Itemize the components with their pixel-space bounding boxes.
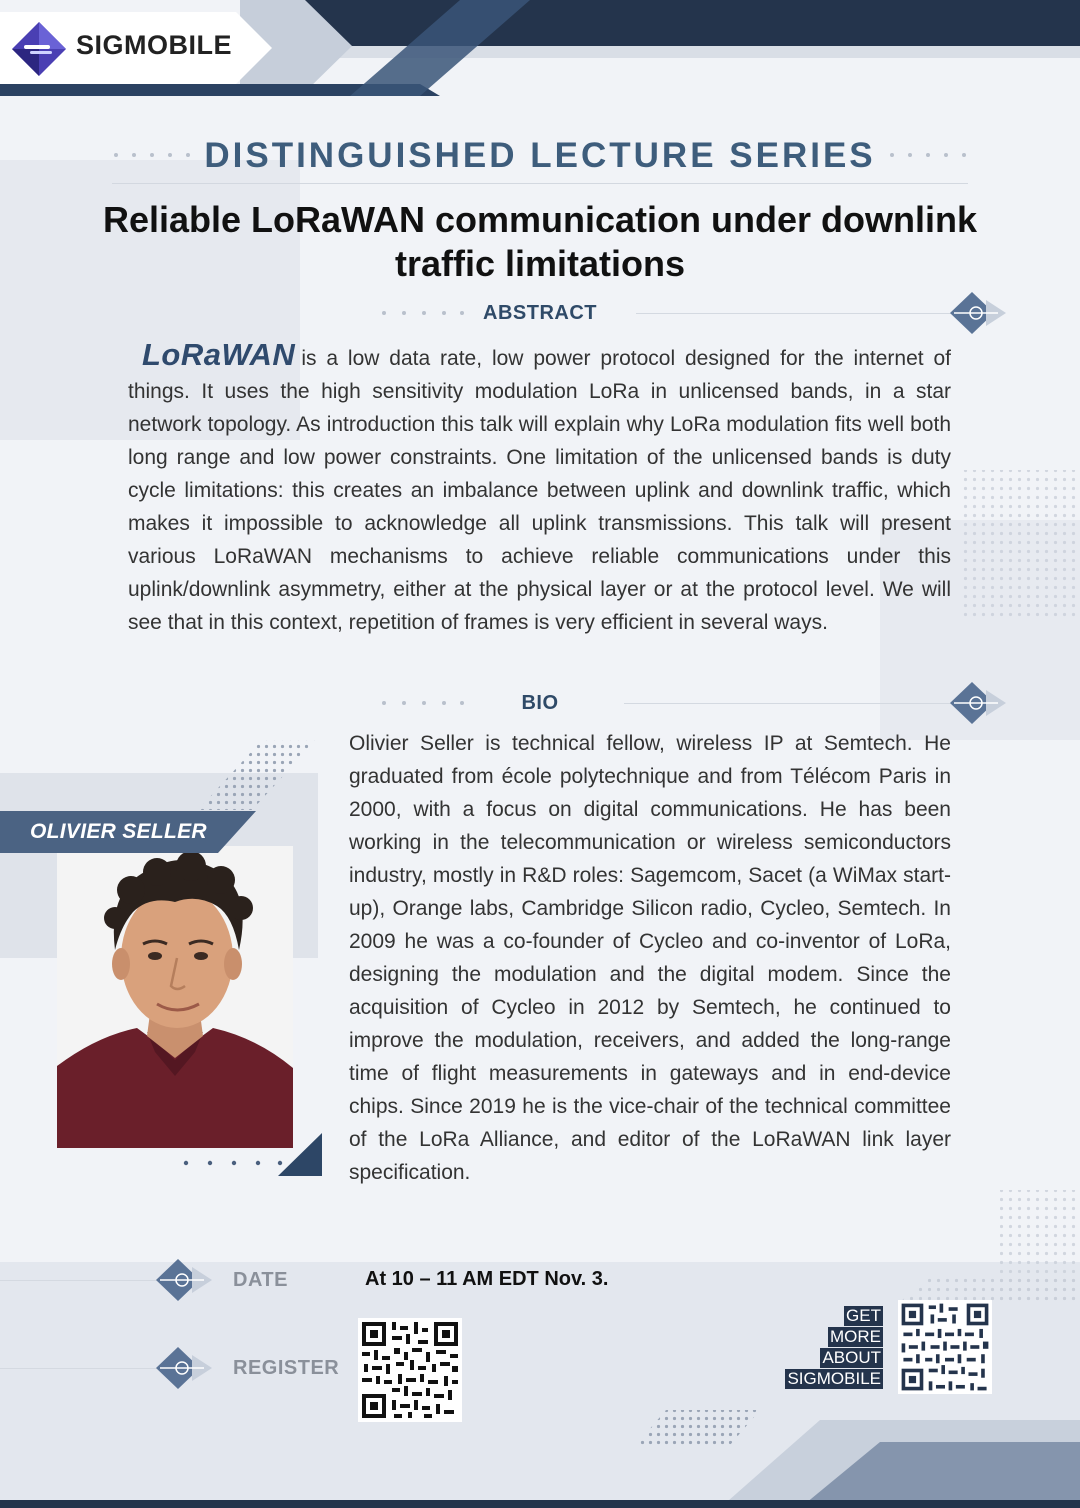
diamond-target-icon [944, 680, 1008, 726]
diamond-target-icon [146, 1345, 214, 1391]
divider-line [636, 313, 956, 314]
bio-text: Olivier Seller is technical fellow, wireless IP at Semtech. He graduated from école polytechnique and from Télécom Paris in 2000, with a focus on digital communications. He has been working in the telecommunication or wireless semiconductors industry, mostly in R&D roles: Sagemcom, Sacet (a WiMax start-up), Orange labs, Cambridge Silicon radio, Cycleo, Semtech. In 2009 he was a co-founder of Cycleo and co-inventor of LoRa, designing the modulation and the digital modem. Since the acquisition of Cycleo in 2012 by Semtech, he continued to improve the modulation, receivers, and added the long-range time of flight measurements in gateways and in end-device chips. Since 2019 he is the vice-chair of the technical committee of the LoRa Alliance, and editor of the LoRaWAN link layer specification. [349, 732, 951, 1184]
sigmobile-logo-icon [10, 20, 68, 78]
bio-label: BIO [521, 692, 559, 714]
abstract-label: ABSTRACT [483, 302, 597, 324]
register-qr-code[interactable] [358, 1318, 462, 1422]
promo-line: MORE [830, 1327, 881, 1346]
divider-line [112, 183, 968, 184]
dot-divider [112, 150, 192, 160]
date-label: DATE [233, 1269, 288, 1291]
abstract-body: is a low data rate, low power protocol designed for the internet of things. It uses the high sensitivity modulation LoRa in unlicensed bands, in a star network topology. As introduction this talk will explain why LoRa modulation fits well both long range and low power constraints. One limitation of the unlicensed bands is duty cycle limitations: this creates an imbalance between uplink and downlink traffic, which makes it impossible to acknowledge all uplink transmissions. This talk will present various LoRaWAN mechanisms to achieve reliable communications under this uplink/downlink asymmetry, either at the physical layer or at the protocol level. We will see that in this context, repetition of frames is very efficient in several ways. [128, 347, 951, 634]
register-label: REGISTER [233, 1357, 340, 1379]
lorawan-highlight: LoRaWAN [142, 337, 296, 372]
speaker-name: OLIVIER SELLER [30, 820, 207, 843]
diamond-target-icon [944, 290, 1008, 336]
sigmobile-qr-code[interactable] [898, 1300, 992, 1394]
promo-line: ABOUT [822, 1348, 881, 1367]
date-value: At 10 – 11 AM EDT Nov. 3. [365, 1268, 609, 1290]
talk-title: Reliable LoRaWAN communication under downlink traffic limitations [102, 199, 978, 284]
series-title: DISTINGUISHED LECTURE SERIES [204, 136, 876, 175]
speaker-photo [57, 846, 293, 1148]
diamond-target-icon [146, 1257, 214, 1303]
dot-divider [888, 150, 968, 160]
logo-text: SIGMOBILE [76, 30, 233, 60]
abstract-text [128, 338, 951, 639]
promo-line: SIGMOBILE [787, 1369, 881, 1388]
get-more-about-sigmobile [785, 1306, 883, 1390]
divider-line [624, 703, 956, 704]
dot-divider [180, 1158, 290, 1168]
promo-line: GET [846, 1306, 881, 1325]
